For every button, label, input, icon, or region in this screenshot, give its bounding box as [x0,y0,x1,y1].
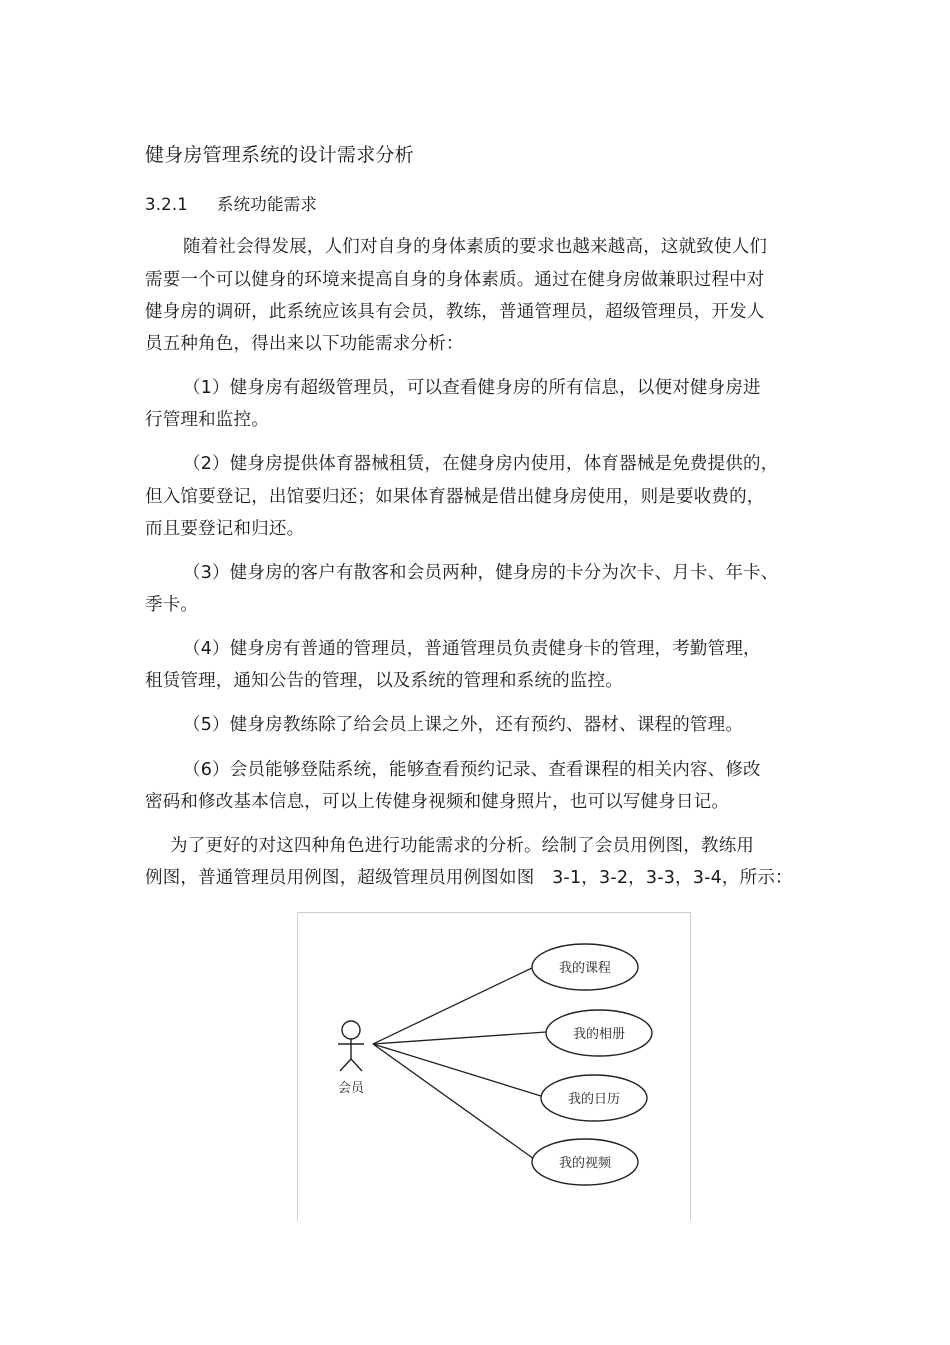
association-line [373,1032,546,1044]
item-line: （6）会员能够登陆系统，能够查看预约记录、查看课程的相关内容、修改 [183,760,761,780]
item-line: （5）健身房教练除了给会员上课之外，还有预约、器材、课程的管理。 [183,715,744,735]
actor-icon [338,1021,364,1071]
use-case-label: 我的日历 [567,1092,621,1107]
item-line: 而且要登记和归还。 [145,519,305,539]
page-title: 健身房管理系统的设计需求分析 [145,144,414,166]
use-case-diagram [297,912,691,1221]
section-title: 系统功能需求 [216,195,318,214]
use-case-svg [298,913,690,1221]
use-case-label: 我的视频 [558,1156,612,1171]
item-line: （2）健身房提供体育器械租赁，在健身房内使用，体育器械是免费提供的， [183,454,779,474]
association-line [373,1044,541,1096]
use-case-label: 我的课程 [558,961,612,976]
intro-line: 需要一个可以健身的环境来提高自身的身体素质。通过在健身房做兼职过程中对 [145,270,765,290]
association-line [373,967,534,1044]
closing-line: 为了更好的对这四种角色进行功能需求的分析。绘制了会员用例图，教练用 [170,836,755,856]
use-case-label: 我的相册 [572,1027,626,1042]
item-line: 租赁管理，通知公告的管理，以及系统的管理和系统的监控。 [145,671,623,691]
section-number: 3.2.1 [145,195,188,214]
item-line: 行管理和监控。 [145,410,269,430]
actor-label: 会员 [337,1081,365,1096]
intro-line: 员五种角色，得出来以下功能需求分析： [145,334,464,354]
item-line: （3）健身房的客户有散客和会员两种，健身房的卡分为次卡、月卡、年卡、 [183,563,779,583]
item-line: （4）健身房有普通的管理员，普通管理员负责健身卡的管理，考勤管理， [183,639,761,659]
intro-line: 健身房的调研，此系统应该具有会员，教练，普通管理员，超级管理员，开发人 [145,302,765,322]
association-line [373,1044,534,1159]
item-line: 季卡。 [145,595,199,615]
section-heading [145,194,317,216]
item-line: （1）健身房有超级管理员，可以查看健身房的所有信息，以便对健身房进 [183,378,761,398]
item-line: 但入馆要登记，出馆要归还；如果体育器械是借出健身房使用，则是要收费的， [145,487,765,507]
closing-line: 例图，普通管理员用例图，超级管理员用例图如图 3-1，3-2，3-3，3-4，所示： [145,868,793,888]
intro-line: 随着社会得发展，人们对自身的身体素质的要求也越来越高，这就致使人们 [183,237,768,257]
item-line: 密码和修改基本信息，可以上传健身视频和健身照片，也可以写健身日记。 [145,792,730,812]
